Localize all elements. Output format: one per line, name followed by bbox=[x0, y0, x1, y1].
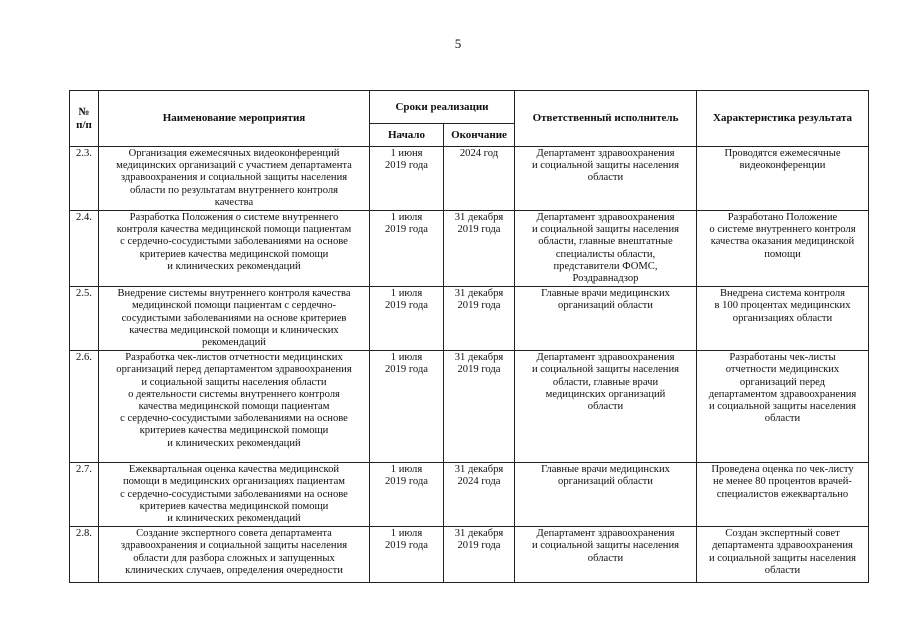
result: Проводятся ежемесячные видеоконференции bbox=[697, 147, 869, 211]
activity-name: Создание экспертного совета департамента здравоохранения и социальной защиты населения области для разбора сложных и запущенных клинических случаев, определения очередности bbox=[99, 527, 370, 583]
header-terms: Сроки реализации bbox=[370, 91, 515, 124]
row-number: 2.4. bbox=[70, 211, 99, 287]
start-date: 1 июня 2019 года bbox=[370, 147, 444, 211]
end-date: 31 декабря 2019 года bbox=[444, 211, 515, 287]
start-date: 1 июля 2019 года bbox=[370, 527, 444, 583]
row-number: 2.3. bbox=[70, 147, 99, 211]
end-date: 2024 год bbox=[444, 147, 515, 211]
end-date: 31 декабря 2019 года bbox=[444, 287, 515, 351]
table-row bbox=[70, 287, 869, 351]
responsible: Главные врачи медицинских организаций области bbox=[515, 287, 697, 351]
row-number: 2.8. bbox=[70, 527, 99, 583]
responsible: Главные врачи медицинских организаций области bbox=[515, 463, 697, 527]
header-result: Характеристика результата bbox=[697, 91, 869, 147]
table-row bbox=[70, 147, 869, 211]
activity-name: Разработка чек-листов отчетности медицинских организаций перед департаментом здравоохранения и социальной защиты населения области о деятельности системы внутреннего контроля качества медицинской помощи пациентам с сердечно-сосудистыми заболеваниями на основе критериев качества медицинской помощи и клинических рекомендаций bbox=[99, 351, 370, 463]
start-date: 1 июля 2019 года bbox=[370, 463, 444, 527]
result: Внедрена система контроля в 100 процентах медицинских организациях области bbox=[697, 287, 869, 351]
table-row bbox=[70, 351, 869, 463]
end-date: 31 декабря 2019 года bbox=[444, 527, 515, 583]
header-name: Наименование мероприятия bbox=[99, 91, 370, 147]
table-row bbox=[70, 211, 869, 287]
row-number: 2.7. bbox=[70, 463, 99, 527]
end-date: 31 декабря 2019 года bbox=[444, 351, 515, 463]
header-start: Начало bbox=[370, 124, 444, 147]
page-number: 5 bbox=[454, 36, 462, 51]
responsible: Департамент здравоохранения и социальной защиты населения области, главные внештатные специалисты области, представители ФОМС, Роздравнадзор bbox=[515, 211, 697, 287]
row-number: 2.5. bbox=[70, 287, 99, 351]
activity-name: Организация ежемесячных видеоконференций медицинских организаций с участием департамента здравоохранения и социальной защиты населения области по результатам внутреннего контроля качества bbox=[99, 147, 370, 211]
result: Разработано Положение о системе внутреннего контроля качества оказания медицинской помощи bbox=[697, 211, 869, 287]
activity-name: Разработка Положения о системе внутреннего контроля качества медицинской помощи пациентам с сердечно-сосудистыми заболеваниями на основе критериев качества медицинской помощи и клинических рекомендаций bbox=[99, 211, 370, 287]
start-date: 1 июля 2019 года bbox=[370, 351, 444, 463]
row-number: 2.6. bbox=[70, 351, 99, 463]
responsible: Департамент здравоохранения и социальной защиты населения области, главные врачи медицинских организаций области bbox=[515, 351, 697, 463]
result: Создан экспертный совет департамента здравоохранения и социальной защиты населения области bbox=[697, 527, 869, 583]
activity-name: Внедрение системы внутреннего контроля качества медицинской помощи пациентам с сердечно- сосудистыми заболеваниями на основе критериев качества медицинской помощи и клинических рекомендаций bbox=[99, 287, 370, 351]
header-num: № п/п bbox=[70, 91, 99, 147]
result: Проведена оценка по чек-листу не менее 80 процентов врачей- специалистов ежеквартально bbox=[697, 463, 869, 527]
responsible: Департамент здравоохранения и социальной защиты населения области bbox=[515, 527, 697, 583]
start-date: 1 июля 2019 года bbox=[370, 287, 444, 351]
header-responsible: Ответственный исполнитель bbox=[515, 91, 697, 147]
activity-name: Ежеквартальная оценка качества медицинской помощи в медицинских организациях пациентам с сердечно-сосудистыми заболеваниями на основе критериев качества медицинской помощи и клинических рекомендаций bbox=[99, 463, 370, 527]
responsible: Департамент здравоохранения и социальной защиты населения области bbox=[515, 147, 697, 211]
table-row bbox=[70, 527, 869, 583]
start-date: 1 июля 2019 года bbox=[370, 211, 444, 287]
header-end: Окончание bbox=[444, 124, 515, 147]
end-date: 31 декабря 2024 года bbox=[444, 463, 515, 527]
result: Разработаны чек-листы отчетности медицинских организаций перед департаментом здравоохранения и социальной защиты населения области bbox=[697, 351, 869, 463]
table-row bbox=[70, 463, 869, 527]
activities-table bbox=[69, 90, 869, 583]
